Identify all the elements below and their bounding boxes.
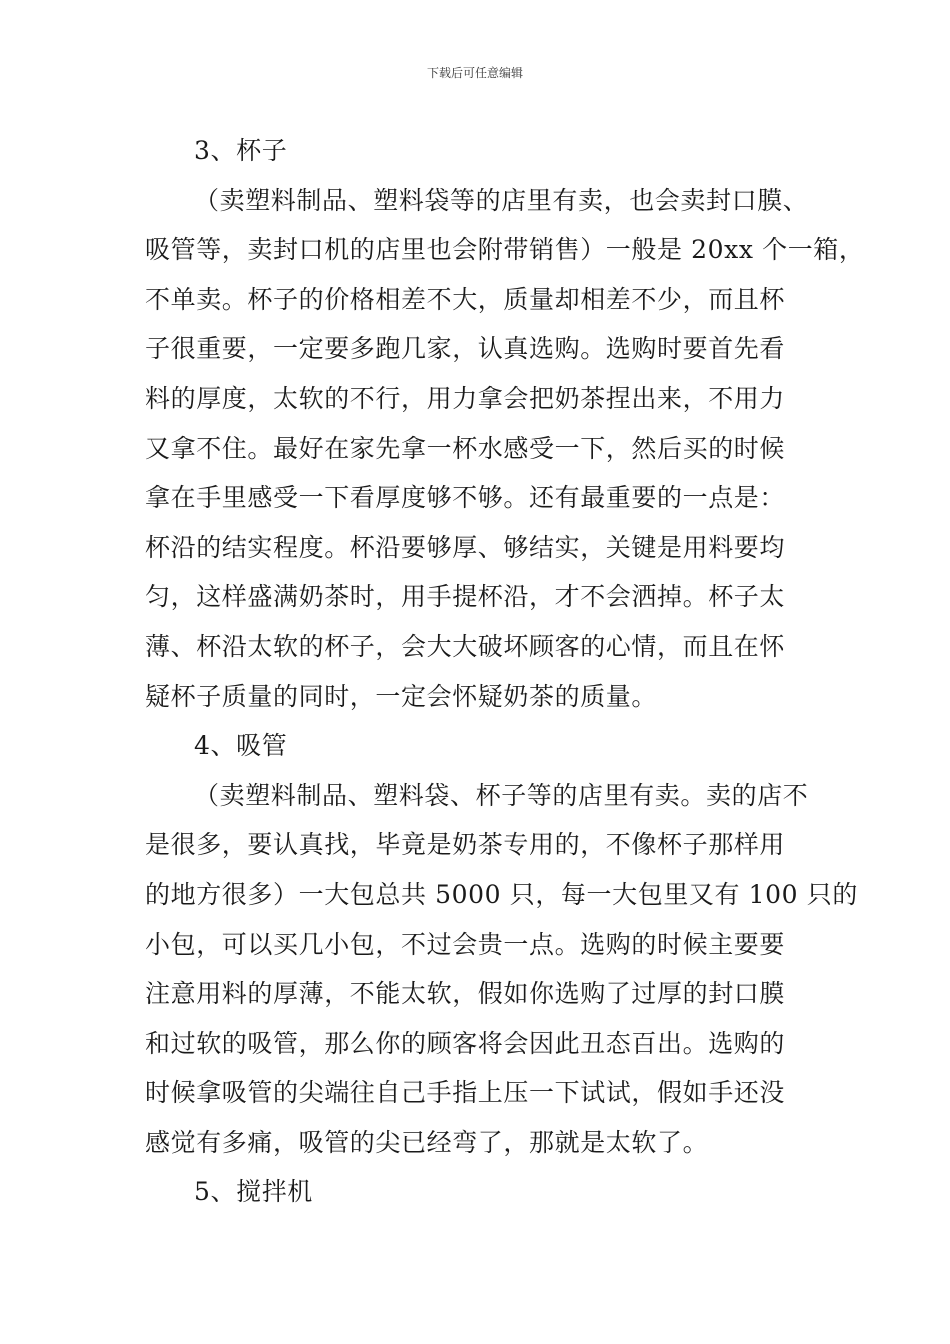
paragraph-line: 子很重要，一定要多跑几家，认真选购。选购时要首先看 [145, 334, 786, 364]
paragraph-line: 杯沿的结实程度。杯沿要够厚、够结实，关键是用料要均 [145, 532, 786, 562]
page-header: 下载后可任意编辑 [426, 66, 523, 80]
section-heading-blender: 5、搅拌机 [194, 1177, 313, 1207]
paragraph-line: 料的厚度，太软的不行，用力拿会把奶茶捏出来，不用力 [145, 383, 786, 413]
paragraph-line: 吸管等，卖封口机的店里也会附带销售）一般是 20xx 个一箱， [145, 235, 865, 265]
paragraph-line: 又拿不住。最好在家先拿一杯水感受一下，然后买的时候 [145, 433, 786, 463]
paragraph-line: 不单卖。杯子的价格相差不大，质量却相差不少，而且杯 [145, 284, 786, 314]
paragraph-line: 疑杯子质量的同时，一定会怀疑奶茶的质量。 [145, 681, 658, 711]
paragraph-line: 是很多，要认真找，毕竟是奶茶专用的，不像杯子那样用 [145, 830, 786, 860]
section-heading-cups: 3、杯子 [194, 136, 288, 165]
document-body [145, 126, 865, 1217]
paragraph-line: 薄、杯沿太软的杯子，会大大破坏顾客的心情，而且在怀 [145, 631, 786, 661]
paragraph-line: 的地方很多）一大包总共 5000 只，每一大包里又有 100 只的 [145, 879, 858, 909]
paragraph-line: （卖塑料制品、塑料袋、杯子等的店里有卖。卖的店不 [194, 780, 809, 810]
paragraph-line: 拿在手里感受一下看厚度够不够。还有最重要的一点是： [145, 483, 786, 513]
paragraph-line: 时候拿吸管的尖端往自己手指上压一下试试，假如手还没 [145, 1078, 786, 1108]
paragraph-line: 匀，这样盛满奶茶时，用手提杯沿，才不会洒掉。杯子太 [145, 582, 786, 612]
paragraph-line: 注意用料的厚薄，不能太软，假如你选购了过厚的封口膜 [145, 979, 786, 1009]
paragraph-line: 小包，可以买几小包，不过会贵一点。选购的时候主要要 [145, 929, 786, 959]
paragraph-line: 和过软的吸管，那么你的顾客将会因此丑态百出。选购的 [145, 1028, 786, 1058]
paragraph-line: （卖塑料制品、塑料袋等的店里有卖，也会卖封口膜、 [194, 185, 809, 215]
section-heading-straws: 4、吸管 [194, 731, 288, 761]
paragraph-line: 感觉有多痛，吸管的尖已经弯了，那就是太软了。 [145, 1127, 709, 1157]
